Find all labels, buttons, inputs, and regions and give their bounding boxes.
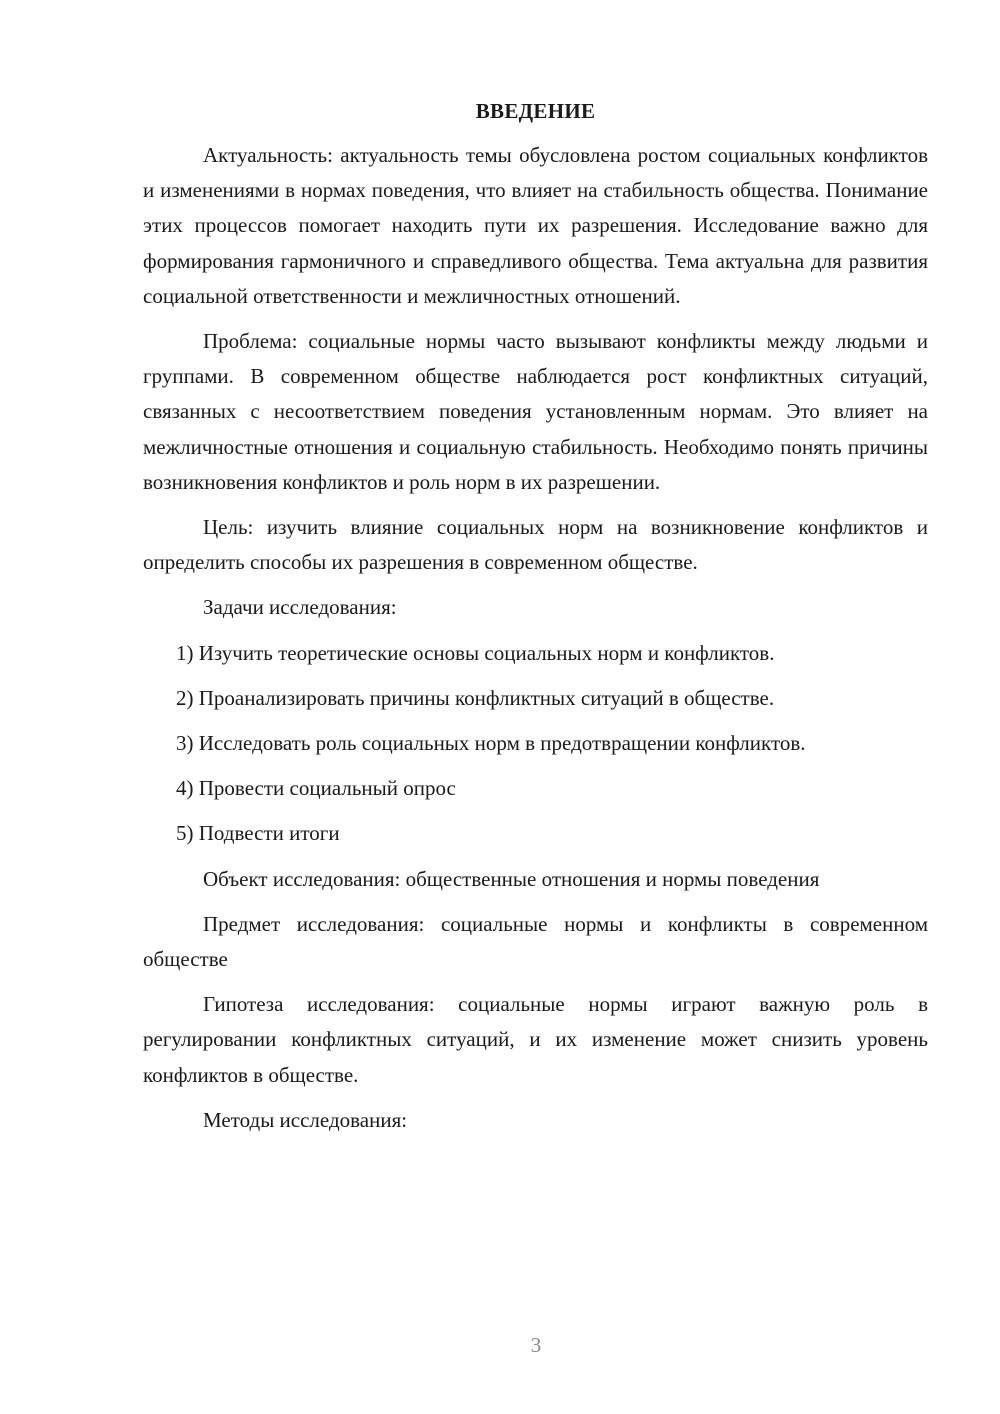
section-heading: ВВЕДЕНИЕ [475, 99, 596, 123]
relevance-paragraph: Актуальность: актуальность темы обусловлена ростом социальных конфликтов и изменениями в нормах поведения, что влияет на стабильность общества. Понимание этих процессов помогает находить пути их разрешения. Исследование важно для формирования гармоничного и справедливого общества. Тема актуальна для развития социальной ответственности и межличностных отношений. [143, 143, 928, 308]
task-item-4: 4) Провести социальный опрос [176, 776, 456, 801]
object-paragraph: Объект исследования: общественные отношения и нормы поведения [203, 866, 820, 891]
document-page [143, 96, 928, 1138]
task-item-3: 3) Исследовать роль социальных норм в предотвращении конфликтов. [176, 731, 806, 756]
goal-paragraph: Цель: изучить влияние социальных норм на возникновение конфликтов и определить способы их разрешения в современном обществе. [143, 515, 928, 575]
problem-paragraph: Проблема: социальные нормы часто вызывают конфликты между людьми и группами. В современном обществе наблюдается рост конфликтных ситуаций, связанных с несоответствием поведения установленным нормам. Это влияет на межличностные отношения и социальную стабильность. Необходимо понять причины возникновения конфликтов и роль норм в их разрешении. [143, 329, 928, 494]
methods-title: Методы исследования: [203, 1107, 408, 1132]
hypothesis-paragraph: Гипотеза исследования: социальные нормы играют важную роль в регулировании конфликтных ситуаций, и их изменение может снизить уровень конфликтов в обществе. [143, 992, 928, 1087]
task-item-1: 1) Изучить теоретические основы социальных норм и конфликтов. [176, 640, 775, 665]
subject-paragraph: Предмет исследования: социальные нормы и конфликты в современном обществе [143, 911, 928, 972]
task-item-2: 2) Проанализировать причины конфликтных ситуаций в обществе. [176, 685, 775, 710]
task-item-5: 5) Подвести итоги [176, 821, 340, 846]
page-number: 3 [530, 1333, 542, 1357]
tasks-title: Задачи исследования: [203, 595, 397, 620]
